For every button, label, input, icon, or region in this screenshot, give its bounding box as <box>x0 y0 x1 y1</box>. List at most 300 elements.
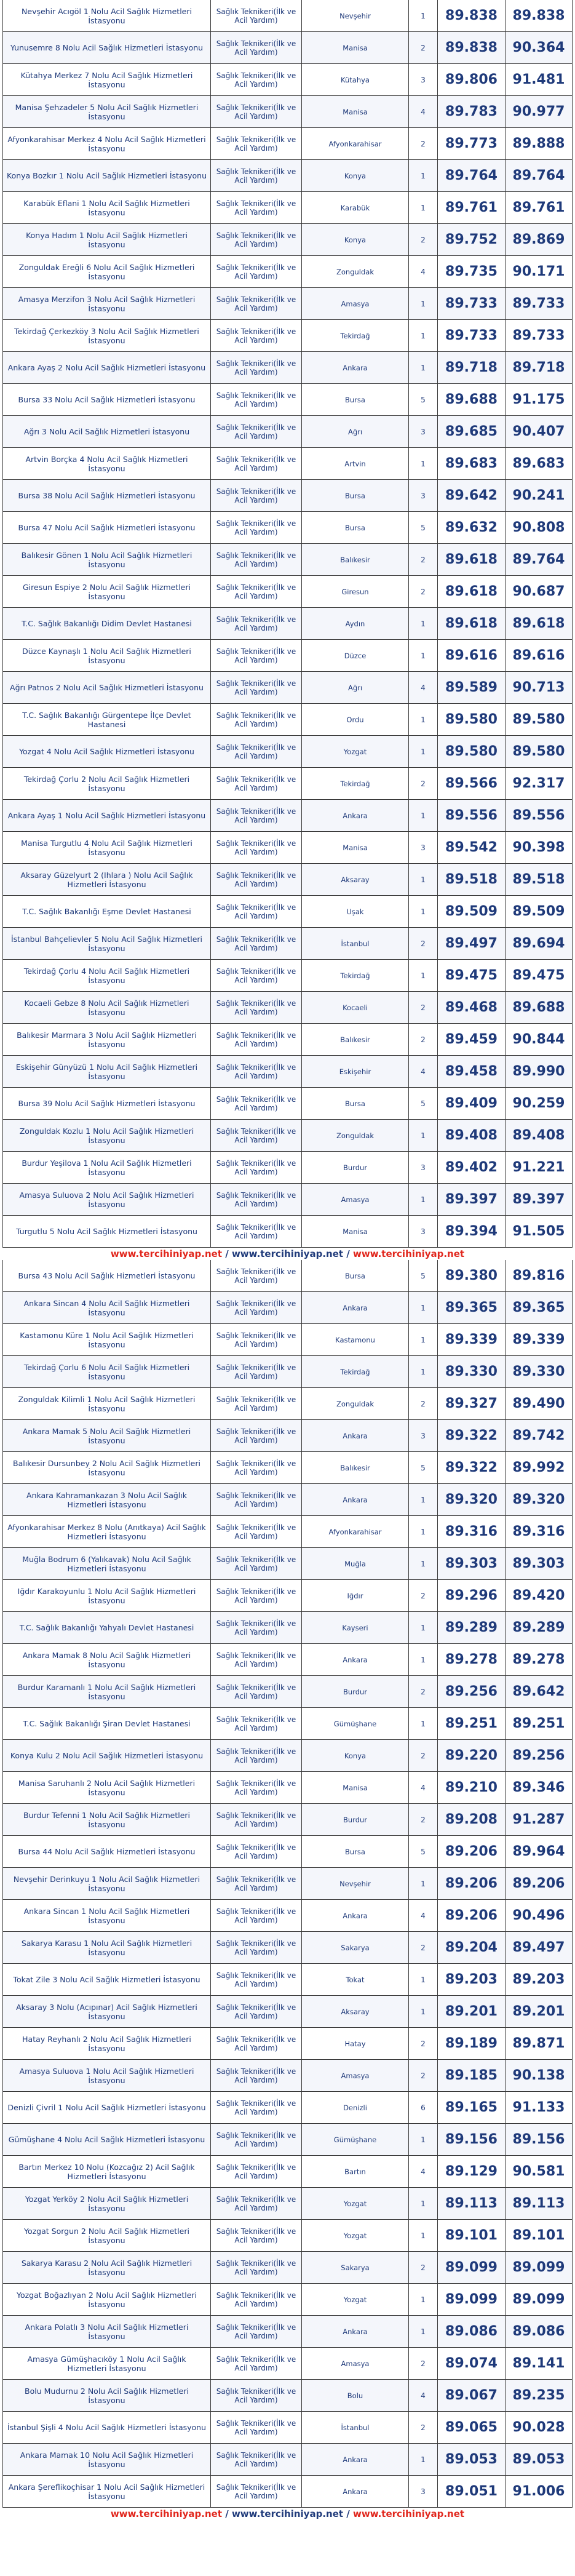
max-score-cell: 90.687 <box>505 576 573 607</box>
institution-name-cell: Bartın Merkez 10 Nolu (Kozcağız 2) Acil Sağlık Hizmetleri İstasyonu <box>2 2156 210 2187</box>
max-score-cell: 89.289 <box>505 1612 573 1643</box>
banner-separator: / <box>343 1248 353 1259</box>
table-row <box>2 1356 573 1388</box>
city-cell: Aydın <box>301 608 408 639</box>
city-cell: Ankara <box>301 800 408 831</box>
min-score-cell: 89.251 <box>437 1708 505 1739</box>
table-row <box>2 1580 573 1612</box>
city-cell: Ankara <box>301 352 408 383</box>
institution-name-cell: Burdur Tefenni 1 Nolu Acil Sağlık Hizmetleri İstasyonu <box>2 1804 210 1835</box>
min-score-cell: 89.642 <box>437 480 505 511</box>
institution-name-cell: Amasya Suluova 1 Nolu Acil Sağlık Hizmetleri İstasyonu <box>2 2060 210 2091</box>
program-name-cell: Sağlık Teknikeri(İlk ve Acil Yardım) <box>210 2156 301 2187</box>
min-score-cell: 89.278 <box>437 1644 505 1675</box>
quota-cell: 1 <box>408 1644 437 1675</box>
table-row <box>2 1024 573 1056</box>
banner-separator: / <box>222 2508 232 2519</box>
quota-cell: 2 <box>408 1740 437 1771</box>
program-name-cell: Sağlık Teknikeri(İlk ve Acil Yardım) <box>210 512 301 543</box>
min-score-cell: 89.733 <box>437 288 505 319</box>
banner-link-left[interactable]: www.tercihiniyap.net <box>110 1248 223 1259</box>
max-score-cell: 89.838 <box>505 0 573 31</box>
institution-name-cell: Zonguldak Kilimli 1 Nolu Acil Sağlık Hizmetleri İstasyonu <box>2 1388 210 1419</box>
max-score-cell: 89.733 <box>505 288 573 319</box>
table-row <box>2 480 573 512</box>
table-row <box>2 1260 573 1292</box>
city-cell: Ankara <box>301 1644 408 1675</box>
max-score-cell: 89.053 <box>505 2444 573 2475</box>
institution-name-cell: Balıkesir Dursunbey 2 Nolu Acil Sağlık Hizmetleri İstasyonu <box>2 1452 210 1483</box>
city-cell: Ankara <box>301 1484 408 1515</box>
min-score-cell: 89.618 <box>437 544 505 575</box>
max-score-cell: 90.138 <box>505 2060 573 2091</box>
quota-cell: 4 <box>408 96 437 127</box>
program-name-cell: Sağlık Teknikeri(İlk ve Acil Yardım) <box>210 2124 301 2155</box>
quota-cell: 4 <box>408 1900 437 1931</box>
max-score-cell: 89.990 <box>505 1056 573 1087</box>
table-row <box>2 1644 573 1676</box>
quota-cell: 1 <box>408 736 437 767</box>
city-cell: Burdur <box>301 1152 408 1183</box>
program-name-cell: Sağlık Teknikeri(İlk ve Acil Yardım) <box>210 576 301 607</box>
city-cell: Bursa <box>301 1836 408 1867</box>
table-row <box>2 896 573 928</box>
min-score-cell: 89.204 <box>437 1932 505 1963</box>
institution-name-cell: Eskişehir Günyüzü 1 Nolu Acil Sağlık Hizmetleri İstasyonu <box>2 1056 210 1087</box>
max-score-cell: 89.742 <box>505 1420 573 1451</box>
table-row <box>2 1708 573 1740</box>
program-name-cell: Sağlık Teknikeri(İlk ve Acil Yardım) <box>210 704 301 735</box>
program-name-cell: Sağlık Teknikeri(İlk ve Acil Yardım) <box>210 2316 301 2347</box>
city-cell: Yozgat <box>301 2220 408 2251</box>
institution-name-cell: Bursa 44 Nolu Acil Sağlık Hizmetleri İstasyonu <box>2 1836 210 1867</box>
table-row <box>2 2476 573 2508</box>
institution-name-cell: Tekirdağ Çerkezköy 3 Nolu Acil Sağlık Hizmetleri İstasyonu <box>2 320 210 351</box>
institution-name-cell: Manisa Turgutlu 4 Nolu Acil Sağlık Hizmetleri İstasyonu <box>2 832 210 863</box>
city-cell: Amasya <box>301 288 408 319</box>
min-score-cell: 89.101 <box>437 2220 505 2251</box>
min-score-cell: 89.685 <box>437 416 505 447</box>
institution-name-cell: Ankara Şereflikoçhisar 1 Nolu Acil Sağlık Hizmetleri İstasyonu <box>2 2476 210 2507</box>
min-score-cell: 89.838 <box>437 32 505 63</box>
table-row <box>2 2348 573 2380</box>
quota-cell: 1 <box>408 2220 437 2251</box>
min-score-cell: 89.764 <box>437 160 505 191</box>
max-score-cell: 89.518 <box>505 864 573 895</box>
institution-name-cell: Ankara Mamak 10 Nolu Acil Sağlık Hizmetleri İstasyonu <box>2 2444 210 2475</box>
table-row <box>2 1420 573 1452</box>
program-name-cell: Sağlık Teknikeri(İlk ve Acil Yardım) <box>210 896 301 927</box>
quota-cell: 3 <box>408 1152 437 1183</box>
max-score-cell: 89.099 <box>505 2284 573 2315</box>
program-name-cell: Sağlık Teknikeri(İlk ve Acil Yardım) <box>210 1836 301 1867</box>
table-row <box>2 960 573 992</box>
city-cell: Aksaray <box>301 864 408 895</box>
institution-name-cell: Aksaray 3 Nolu (Acıpınar) Acil Sağlık Hizmetleri İstasyonu <box>2 1996 210 2027</box>
min-score-cell: 89.156 <box>437 2124 505 2155</box>
program-name-cell: Sağlık Teknikeri(İlk ve Acil Yardım) <box>210 768 301 799</box>
city-cell: Düzce <box>301 640 408 671</box>
program-name-cell: Sağlık Teknikeri(İlk ve Acil Yardım) <box>210 2060 301 2091</box>
table-row <box>2 1868 573 1900</box>
max-score-cell: 89.642 <box>505 1676 573 1707</box>
quota-cell: 1 <box>408 0 437 31</box>
min-score-cell: 89.053 <box>437 2444 505 2475</box>
city-cell: Karabük <box>301 192 408 223</box>
min-score-cell: 89.189 <box>437 2028 505 2059</box>
min-score-cell: 89.394 <box>437 1216 505 1247</box>
min-score-cell: 89.408 <box>437 1120 505 1151</box>
min-score-cell: 89.402 <box>437 1152 505 1183</box>
min-score-cell: 89.683 <box>437 448 505 479</box>
table-row <box>2 736 573 768</box>
min-score-cell: 89.752 <box>437 224 505 255</box>
banner-link-right[interactable]: www.tercihiniyap.net <box>352 1248 465 1259</box>
quota-cell: 5 <box>408 384 437 415</box>
program-name-cell: Sağlık Teknikeri(İlk ve Acil Yardım) <box>210 1484 301 1515</box>
max-score-cell: 90.028 <box>505 2412 573 2443</box>
institution-name-cell: Gümüşhane 4 Nolu Acil Sağlık Hizmetleri İstasyonu <box>2 2124 210 2155</box>
program-name-cell: Sağlık Teknikeri(İlk ve Acil Yardım) <box>210 224 301 255</box>
max-score-cell: 89.490 <box>505 1388 573 1419</box>
institution-name-cell: Zonguldak Kozlu 1 Nolu Acil Sağlık Hizmetleri İstasyonu <box>2 1120 210 1151</box>
program-name-cell: Sağlık Teknikeri(İlk ve Acil Yardım) <box>210 1580 301 1611</box>
table-row <box>2 1120 573 1152</box>
table-row <box>2 2156 573 2188</box>
program-name-cell: Sağlık Teknikeri(İlk ve Acil Yardım) <box>210 96 301 127</box>
quota-cell: 4 <box>408 2380 437 2411</box>
banner-link-right[interactable]: www.tercihiniyap.net <box>352 2508 465 2519</box>
min-score-cell: 89.099 <box>437 2284 505 2315</box>
min-score-cell: 89.316 <box>437 1516 505 1547</box>
city-cell: Ağrı <box>301 416 408 447</box>
min-score-cell: 89.327 <box>437 1388 505 1419</box>
quota-cell: 1 <box>408 608 437 639</box>
program-name-cell: Sağlık Teknikeri(İlk ve Acil Yardım) <box>210 0 301 31</box>
city-cell: İstanbul <box>301 2412 408 2443</box>
table-row <box>2 1996 573 2028</box>
max-score-cell: 90.407 <box>505 416 573 447</box>
city-cell: Manisa <box>301 1216 408 1247</box>
max-score-cell: 89.316 <box>505 1516 573 1547</box>
quota-cell: 2 <box>408 1580 437 1611</box>
max-score-cell: 89.113 <box>505 2188 573 2219</box>
program-name-cell: Sağlık Teknikeri(İlk ve Acil Yardım) <box>210 256 301 287</box>
max-score-cell: 89.761 <box>505 192 573 223</box>
institution-name-cell: Iğdır Karakoyunlu 1 Nolu Acil Sağlık Hizmetleri İstasyonu <box>2 1580 210 1611</box>
min-score-cell: 89.589 <box>437 672 505 703</box>
program-name-cell: Sağlık Teknikeri(İlk ve Acil Yardım) <box>210 2252 301 2283</box>
table-row <box>2 224 573 256</box>
quota-cell: 1 <box>408 1292 437 1323</box>
city-cell: Bursa <box>301 480 408 511</box>
table-row <box>2 1804 573 1836</box>
program-name-cell: Sağlık Teknikeri(İlk ve Acil Yardım) <box>210 1184 301 1215</box>
institution-name-cell: Turgutlu 5 Nolu Acil Sağlık Hizmetleri İstasyonu <box>2 1216 210 1247</box>
institution-name-cell: Ankara Ayaş 2 Nolu Acil Sağlık Hizmetleri İstasyonu <box>2 352 210 383</box>
institution-name-cell: Ağrı Patnos 2 Nolu Acil Sağlık Hizmetleri İstasyonu <box>2 672 210 703</box>
city-cell: Manisa <box>301 832 408 863</box>
quota-cell: 5 <box>408 1260 437 1291</box>
program-name-cell: Sağlık Teknikeri(İlk ve Acil Yardım) <box>210 736 301 767</box>
max-score-cell: 91.006 <box>505 2476 573 2507</box>
table-row <box>2 672 573 704</box>
max-score-cell: 89.201 <box>505 1996 573 2027</box>
city-cell: Bursa <box>301 1260 408 1291</box>
max-score-cell: 90.808 <box>505 512 573 543</box>
institution-name-cell: Nevşehir Acıgöl 1 Nolu Acil Sağlık Hizmetleri İstasyonu <box>2 0 210 31</box>
institution-name-cell: Tekirdağ Çorlu 2 Nolu Acil Sağlık Hizmetleri İstasyonu <box>2 768 210 799</box>
max-score-cell: 89.964 <box>505 1836 573 1867</box>
min-score-cell: 89.322 <box>437 1420 505 1451</box>
program-name-cell: Sağlık Teknikeri(İlk ve Acil Yardım) <box>210 1964 301 1995</box>
table-row <box>2 2060 573 2092</box>
min-score-cell: 89.518 <box>437 864 505 895</box>
city-cell: Aksaray <box>301 1996 408 2027</box>
quota-cell: 2 <box>408 2252 437 2283</box>
city-cell: Ankara <box>301 1292 408 1323</box>
table-row <box>2 1388 573 1420</box>
institution-name-cell: Sakarya Karasu 1 Nolu Acil Sağlık Hizmetleri İstasyonu <box>2 1932 210 1963</box>
max-score-cell: 89.688 <box>505 992 573 1023</box>
table-row <box>2 800 573 832</box>
table-row <box>2 512 573 544</box>
institution-name-cell: Ankara Kahramankazan 3 Nolu Acil Sağlık Hizmetleri İstasyonu <box>2 1484 210 1515</box>
institution-name-cell: Yunusemre 8 Nolu Acil Sağlık Hizmetleri İstasyonu <box>2 32 210 63</box>
quota-cell: 1 <box>408 704 437 735</box>
max-score-cell: 89.509 <box>505 896 573 927</box>
min-score-cell: 89.220 <box>437 1740 505 1771</box>
table-row <box>2 864 573 896</box>
institution-name-cell: T.C. Sağlık Bakanlığı Yahyalı Devlet Hastanesi <box>2 1612 210 1643</box>
max-score-cell: 89.256 <box>505 1740 573 1771</box>
city-cell: Tekirdağ <box>301 1356 408 1387</box>
institution-name-cell: Balıkesir Gönen 1 Nolu Acil Sağlık Hizmetleri İstasyonu <box>2 544 210 575</box>
institution-name-cell: Amasya Gümüşhacıköy 1 Nolu Acil Sağlık Hizmetleri İstasyonu <box>2 2348 210 2379</box>
program-name-cell: Sağlık Teknikeri(İlk ve Acil Yardım) <box>210 2188 301 2219</box>
city-cell: Afyonkarahisar <box>301 1516 408 1547</box>
table-row <box>2 2444 573 2476</box>
city-cell: Yozgat <box>301 736 408 767</box>
quota-cell: 1 <box>408 2444 437 2475</box>
institution-name-cell: Afyonkarahisar Merkez 8 Nolu (Anıtkaya) Acil Sağlık Hizmetleri İstasyonu <box>2 1516 210 1547</box>
institution-name-cell: Bursa 39 Nolu Acil Sağlık Hizmetleri İstasyonu <box>2 1088 210 1119</box>
max-score-cell: 89.099 <box>505 2252 573 2283</box>
max-score-cell: 90.977 <box>505 96 573 127</box>
program-name-cell: Sağlık Teknikeri(İlk ve Acil Yardım) <box>210 1740 301 1771</box>
min-score-cell: 89.099 <box>437 2252 505 2283</box>
max-score-cell: 89.278 <box>505 1644 573 1675</box>
city-cell: Manisa <box>301 32 408 63</box>
table-row <box>2 576 573 608</box>
table-row <box>2 2380 573 2412</box>
max-score-cell: 89.365 <box>505 1292 573 1323</box>
quota-cell: 1 <box>408 1548 437 1579</box>
institution-name-cell: Manisa Şehzadeler 5 Nolu Acil Sağlık Hizmetleri İstasyonu <box>2 96 210 127</box>
program-name-cell: Sağlık Teknikeri(İlk ve Acil Yardım) <box>210 832 301 863</box>
program-name-cell: Sağlık Teknikeri(İlk ve Acil Yardım) <box>210 1804 301 1835</box>
max-score-cell: 89.497 <box>505 1932 573 1963</box>
min-score-cell: 89.566 <box>437 768 505 799</box>
program-name-cell: Sağlık Teknikeri(İlk ve Acil Yardım) <box>210 800 301 831</box>
program-name-cell: Sağlık Teknikeri(İlk ve Acil Yardım) <box>210 1772 301 1803</box>
quota-cell: 2 <box>408 1024 437 1055</box>
table-row <box>2 1216 573 1248</box>
table-row <box>2 2316 573 2348</box>
min-score-cell: 89.185 <box>437 2060 505 2091</box>
institution-name-cell: Manisa Saruhanlı 2 Nolu Acil Sağlık Hizmetleri İstasyonu <box>2 1772 210 1803</box>
min-score-cell: 89.580 <box>437 704 505 735</box>
max-score-cell: 91.175 <box>505 384 573 415</box>
program-name-cell: Sağlık Teknikeri(İlk ve Acil Yardım) <box>210 192 301 223</box>
min-score-cell: 89.201 <box>437 1996 505 2027</box>
quota-cell: 1 <box>408 320 437 351</box>
table-row <box>2 1292 573 1324</box>
city-cell: Kayseri <box>301 1612 408 1643</box>
program-name-cell: Sağlık Teknikeri(İlk ve Acil Yardım) <box>210 1868 301 1899</box>
max-score-cell: 89.992 <box>505 1452 573 1483</box>
min-score-cell: 89.113 <box>437 2188 505 2219</box>
program-name-cell: Sağlık Teknikeri(İlk ve Acil Yardım) <box>210 2028 301 2059</box>
city-cell: Giresun <box>301 576 408 607</box>
quota-cell: 1 <box>408 1868 437 1899</box>
max-score-cell: 89.718 <box>505 352 573 383</box>
city-cell: Amasya <box>301 2348 408 2379</box>
table-row <box>2 1056 573 1088</box>
max-score-cell: 90.713 <box>505 672 573 703</box>
city-cell: Bolu <box>301 2380 408 2411</box>
max-score-cell: 89.206 <box>505 1868 573 1899</box>
city-cell: Konya <box>301 1740 408 1771</box>
program-name-cell: Sağlık Teknikeri(İlk ve Acil Yardım) <box>210 416 301 447</box>
program-name-cell: Sağlık Teknikeri(İlk ve Acil Yardım) <box>210 2476 301 2507</box>
table-row <box>2 320 573 352</box>
max-score-cell: 89.618 <box>505 608 573 639</box>
institution-name-cell: Karabük Eflani 1 Nolu Acil Sağlık Hizmetleri İstasyonu <box>2 192 210 223</box>
min-score-cell: 89.632 <box>437 512 505 543</box>
city-cell: Afyonkarahisar <box>301 128 408 159</box>
table-row <box>2 704 573 736</box>
city-cell: Sakarya <box>301 1932 408 1963</box>
quota-cell: 2 <box>408 1388 437 1419</box>
program-name-cell: Sağlık Teknikeri(İlk ve Acil Yardım) <box>210 2348 301 2379</box>
quota-cell: 4 <box>408 672 437 703</box>
banner-link-middle[interactable]: www.tercihiniyap.net <box>231 2508 344 2519</box>
max-score-cell: 89.764 <box>505 160 573 191</box>
table-row <box>2 1932 573 1964</box>
institution-name-cell: Bursa 38 Nolu Acil Sağlık Hizmetleri İstasyonu <box>2 480 210 511</box>
program-name-cell: Sağlık Teknikeri(İlk ve Acil Yardım) <box>210 448 301 479</box>
table-row <box>2 64 573 96</box>
quota-cell: 1 <box>408 352 437 383</box>
quota-cell: 3 <box>408 64 437 95</box>
min-score-cell: 89.330 <box>437 1356 505 1387</box>
banner-link-middle[interactable]: www.tercihiniyap.net <box>231 1248 344 1259</box>
banner-link-left[interactable]: www.tercihiniyap.net <box>110 2508 223 2519</box>
max-score-cell: 89.888 <box>505 128 573 159</box>
quota-cell: 1 <box>408 1356 437 1387</box>
table-row <box>2 832 573 864</box>
quota-cell: 1 <box>408 1484 437 1515</box>
table-row <box>2 2188 573 2220</box>
quota-cell: 2 <box>408 128 437 159</box>
city-cell: Ankara <box>301 2316 408 2347</box>
quota-cell: 1 <box>408 192 437 223</box>
max-score-cell: 89.330 <box>505 1356 573 1387</box>
min-score-cell: 89.761 <box>437 192 505 223</box>
table-row <box>2 1612 573 1644</box>
min-score-cell: 89.210 <box>437 1772 505 1803</box>
min-score-cell: 89.208 <box>437 1804 505 1835</box>
min-score-cell: 89.320 <box>437 1484 505 1515</box>
max-score-cell: 90.398 <box>505 832 573 863</box>
min-score-cell: 89.838 <box>437 0 505 31</box>
table-row <box>2 288 573 320</box>
program-name-cell: Sağlık Teknikeri(İlk ve Acil Yardım) <box>210 1216 301 1247</box>
institution-name-cell: Giresun Espiye 2 Nolu Acil Sağlık Hizmetleri İstasyonu <box>2 576 210 607</box>
city-cell: Tekirdağ <box>301 768 408 799</box>
program-name-cell: Sağlık Teknikeri(İlk ve Acil Yardım) <box>210 1516 301 1547</box>
table-row <box>2 256 573 288</box>
quota-cell: 1 <box>408 1708 437 1739</box>
city-cell: Ankara <box>301 1420 408 1451</box>
program-name-cell: Sağlık Teknikeri(İlk ve Acil Yardım) <box>210 1056 301 1087</box>
table-row <box>2 1088 573 1120</box>
quota-cell: 1 <box>408 1996 437 2027</box>
program-name-cell: Sağlık Teknikeri(İlk ve Acil Yardım) <box>210 672 301 703</box>
quota-cell: 1 <box>408 2188 437 2219</box>
institution-name-cell: Kocaeli Gebze 8 Nolu Acil Sağlık Hizmetleri İstasyonu <box>2 992 210 1023</box>
quota-cell: 1 <box>408 288 437 319</box>
quota-cell: 4 <box>408 256 437 287</box>
quota-cell: 2 <box>408 576 437 607</box>
max-score-cell: 89.764 <box>505 544 573 575</box>
min-score-cell: 89.806 <box>437 64 505 95</box>
table-row <box>2 448 573 480</box>
program-name-cell: Sağlık Teknikeri(İlk ve Acil Yardım) <box>210 288 301 319</box>
program-name-cell: Sağlık Teknikeri(İlk ve Acil Yardım) <box>210 1152 301 1183</box>
table-row <box>2 32 573 64</box>
program-name-cell: Sağlık Teknikeri(İlk ve Acil Yardım) <box>210 1452 301 1483</box>
program-name-cell: Sağlık Teknikeri(İlk ve Acil Yardım) <box>210 1260 301 1291</box>
min-score-cell: 89.206 <box>437 1900 505 1931</box>
program-name-cell: Sağlık Teknikeri(İlk ve Acil Yardım) <box>210 32 301 63</box>
table-row <box>2 1452 573 1484</box>
quota-cell: 2 <box>408 32 437 63</box>
table-row <box>2 608 573 640</box>
min-score-cell: 89.067 <box>437 2380 505 2411</box>
city-cell: Tokat <box>301 1964 408 1995</box>
min-score-cell: 89.733 <box>437 320 505 351</box>
max-score-cell: 89.156 <box>505 2124 573 2155</box>
table-row <box>2 2028 573 2060</box>
quota-cell: 1 <box>408 896 437 927</box>
max-score-cell: 89.475 <box>505 960 573 991</box>
table-row <box>2 192 573 224</box>
table-row <box>2 2284 573 2316</box>
city-cell: Balıkesir <box>301 1024 408 1055</box>
institution-name-cell: Tokat Zile 3 Nolu Acil Sağlık Hizmetleri İstasyonu <box>2 1964 210 1995</box>
quota-cell: 1 <box>408 2124 437 2155</box>
institution-name-cell: Nevşehir Derinkuyu 1 Nolu Acil Sağlık Hizmetleri İstasyonu <box>2 1868 210 1899</box>
max-score-cell: 89.086 <box>505 2316 573 2347</box>
quota-cell: 3 <box>408 480 437 511</box>
min-score-cell: 89.497 <box>437 928 505 959</box>
quota-cell: 1 <box>408 1612 437 1643</box>
quota-cell: 2 <box>408 2412 437 2443</box>
min-score-cell: 89.296 <box>437 1580 505 1611</box>
table-row <box>2 992 573 1024</box>
